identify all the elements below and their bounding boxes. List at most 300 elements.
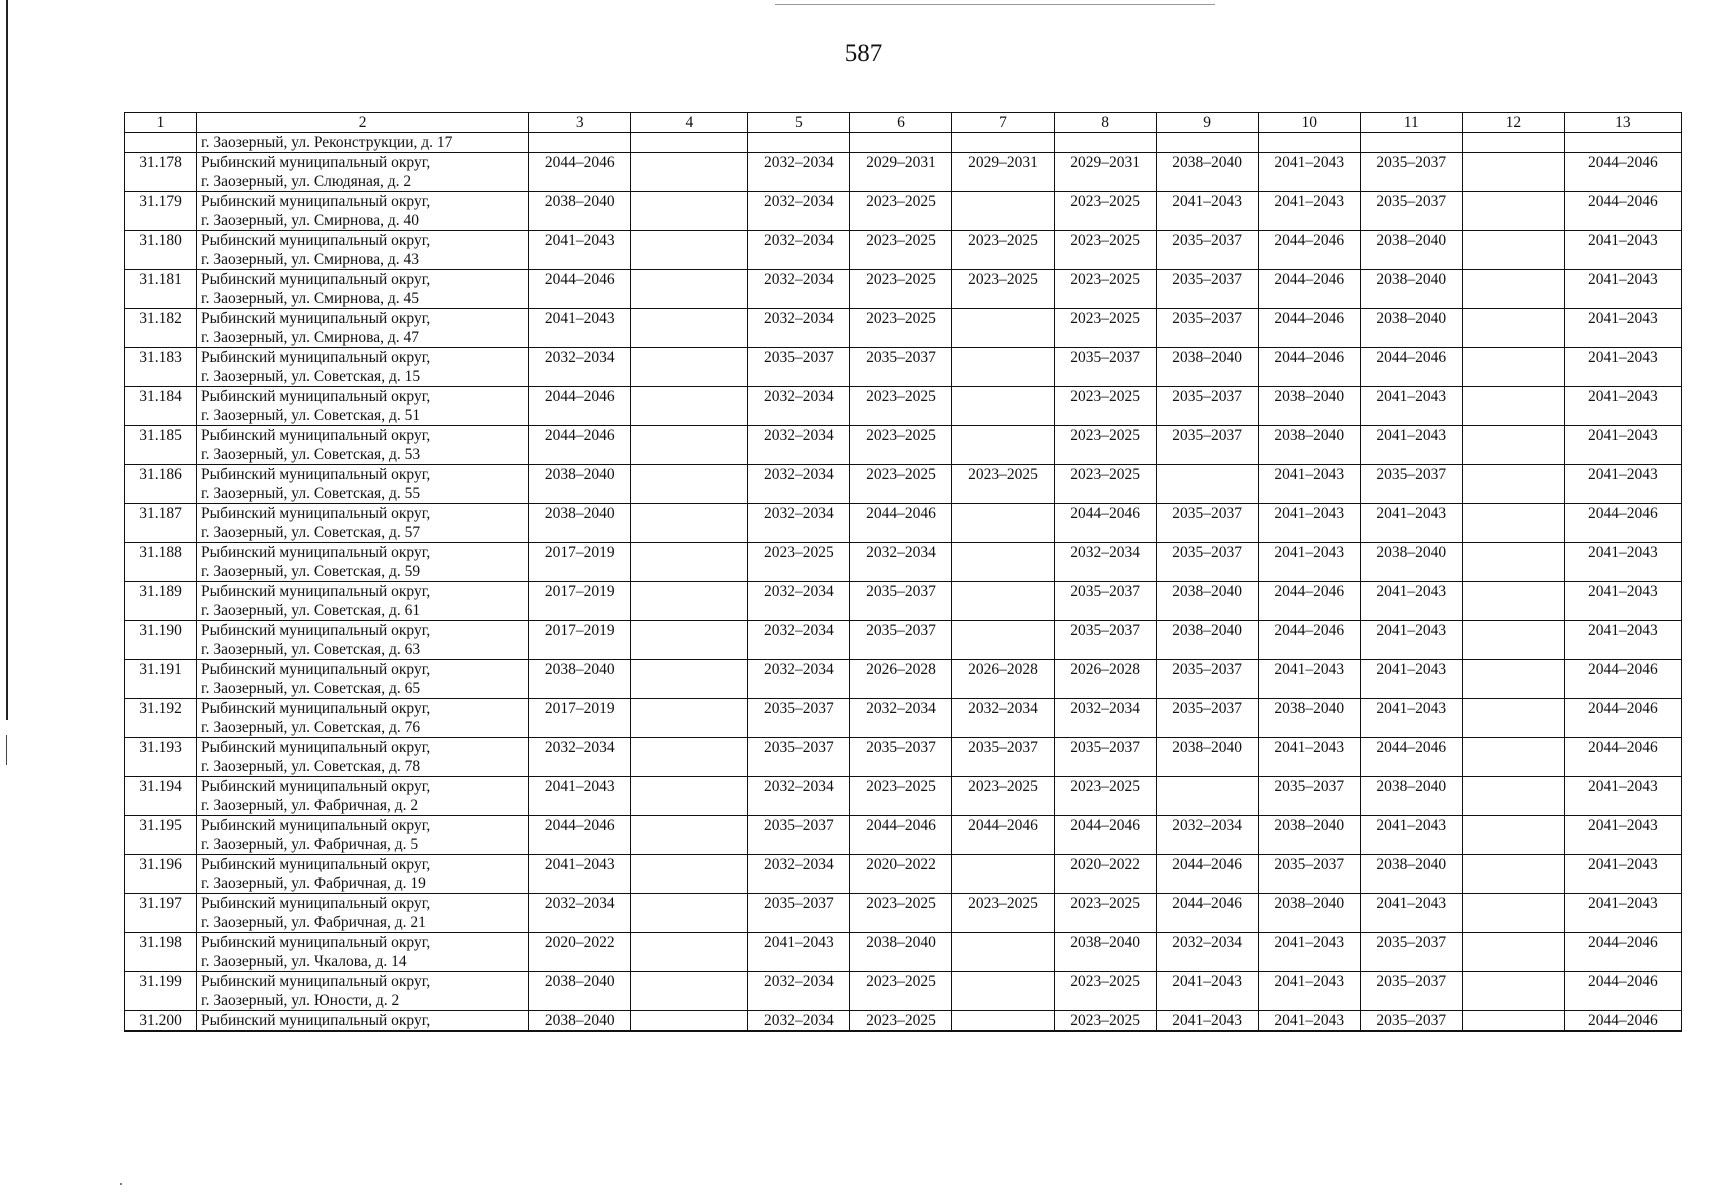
period-cell: 2023–2025 <box>1054 465 1156 504</box>
period-cell: 2032–2034 <box>748 972 850 1011</box>
period-cell: 2032–2034 <box>748 582 850 621</box>
period-cell <box>1462 153 1564 192</box>
address-line: Рыбинский муниципальный округ, <box>201 544 431 561</box>
period-cell: 2041–2043 <box>529 855 631 894</box>
period-cell: 2023–2025 <box>850 972 952 1011</box>
row-number-cell: 31.181 <box>125 270 197 309</box>
period-cell: 2023–2025 <box>1054 192 1156 231</box>
period-cell: 2041–2043 <box>1360 504 1462 543</box>
period-cell: 2038–2040 <box>529 972 631 1011</box>
table-row <box>125 582 1682 621</box>
period-cell: 2044–2046 <box>1360 738 1462 777</box>
column-header: 11 <box>1360 113 1462 133</box>
period-cell <box>952 933 1054 972</box>
period-cell: 2023–2025 <box>850 465 952 504</box>
table-row <box>125 699 1682 738</box>
period-cell: 2035–2037 <box>1156 387 1258 426</box>
address-line: г. Заозерный, ул. Советская, д. 15 <box>201 368 421 385</box>
period-cell: 2035–2037 <box>1054 621 1156 660</box>
period-cell <box>1462 621 1564 660</box>
table-row <box>125 153 1682 192</box>
address-line: г. Заозерный, ул. Советская, д. 76 <box>201 719 421 736</box>
period-cell: 2023–2025 <box>1054 309 1156 348</box>
period-cell: 2044–2046 <box>1564 504 1681 543</box>
period-cell: 2023–2025 <box>1054 777 1156 816</box>
scan-left-edge-line <box>6 0 8 720</box>
row-number-cell: 31.185 <box>125 426 197 465</box>
period-cell <box>1564 133 1681 153</box>
period-cell: 2041–2043 <box>529 231 631 270</box>
address-line: г. Заозерный, ул. Смирнова, д. 45 <box>201 290 419 307</box>
period-cell <box>1462 387 1564 426</box>
period-cell: 2023–2025 <box>850 894 952 933</box>
period-cell: 2032–2034 <box>748 777 850 816</box>
address-line: Рыбинский муниципальный округ, <box>201 427 431 444</box>
period-cell: 2044–2046 <box>1564 933 1681 972</box>
period-cell: 2023–2025 <box>1054 387 1156 426</box>
period-cell: 2038–2040 <box>529 1011 631 1032</box>
period-cell: 2017–2019 <box>529 621 631 660</box>
period-cell: 2041–2043 <box>1564 309 1681 348</box>
row-number-cell: 31.179 <box>125 192 197 231</box>
period-cell: 2035–2037 <box>1156 699 1258 738</box>
period-cell: 2035–2037 <box>748 816 850 855</box>
period-cell: 2041–2043 <box>1564 231 1681 270</box>
address-line: г. Заозерный, ул. Юности, д. 2 <box>201 992 400 1009</box>
table-row <box>125 972 1682 1011</box>
address-line: г. Заозерный, ул. Фабричная, д. 19 <box>201 875 426 892</box>
column-header: 6 <box>850 113 952 133</box>
period-cell: 2032–2034 <box>850 543 952 582</box>
period-cell: 2044–2046 <box>1564 192 1681 231</box>
period-cell: 2044–2046 <box>529 270 631 309</box>
period-cell: 2026–2028 <box>850 660 952 699</box>
period-cell <box>1462 309 1564 348</box>
period-cell <box>1462 270 1564 309</box>
address-cell <box>197 933 529 972</box>
period-cell: 2044–2046 <box>529 816 631 855</box>
period-cell: 2023–2025 <box>850 426 952 465</box>
address-line: Рыбинский муниципальный округ, <box>201 817 431 834</box>
table-row <box>125 738 1682 777</box>
period-cell <box>952 855 1054 894</box>
period-cell <box>631 133 748 153</box>
period-cell: 2035–2037 <box>748 738 850 777</box>
address-line: г. Заозерный, ул. Советская, д. 65 <box>201 680 421 697</box>
period-cell: 2041–2043 <box>1564 270 1681 309</box>
period-cell: 2041–2043 <box>1258 1011 1360 1032</box>
period-cell: 2041–2043 <box>1564 855 1681 894</box>
period-cell: 2041–2043 <box>1360 660 1462 699</box>
table-row <box>125 1011 1682 1032</box>
row-number-cell: 31.186 <box>125 465 197 504</box>
address-cell <box>197 348 529 387</box>
period-cell: 2023–2025 <box>1054 426 1156 465</box>
period-cell: 2023–2025 <box>1054 231 1156 270</box>
table-row <box>125 270 1682 309</box>
period-cell: 2044–2046 <box>952 816 1054 855</box>
period-cell: 2023–2025 <box>1054 270 1156 309</box>
period-cell: 2041–2043 <box>1564 348 1681 387</box>
address-line: Рыбинский муниципальный округ, <box>201 388 431 405</box>
address-line: г. Заозерный, ул. Чкалова, д. 14 <box>201 953 407 970</box>
period-cell: 2029–2031 <box>1054 153 1156 192</box>
address-line: Рыбинский муниципальный округ, <box>201 583 431 600</box>
period-cell <box>1360 133 1462 153</box>
period-cell: 2041–2043 <box>1258 660 1360 699</box>
period-cell: 2035–2037 <box>1360 192 1462 231</box>
period-cell: 2032–2034 <box>748 309 850 348</box>
table-row <box>125 894 1682 933</box>
address-line: Рыбинский муниципальный округ, <box>201 973 431 990</box>
row-number-cell: 31.188 <box>125 543 197 582</box>
address-line: г. Заозерный, ул. Советская, д. 51 <box>201 407 421 424</box>
period-cell: 2035–2037 <box>850 582 952 621</box>
period-cell: 2032–2034 <box>748 270 850 309</box>
row-number-cell: 31.194 <box>125 777 197 816</box>
period-cell: 2038–2040 <box>1258 699 1360 738</box>
period-cell <box>1156 465 1258 504</box>
period-cell <box>952 582 1054 621</box>
period-cell <box>1462 894 1564 933</box>
address-line: Рыбинский муниципальный округ, <box>201 505 431 522</box>
column-number-row <box>125 113 1682 133</box>
table-row <box>125 465 1682 504</box>
period-cell <box>952 309 1054 348</box>
period-cell <box>952 972 1054 1011</box>
period-cell: 2044–2046 <box>1360 348 1462 387</box>
column-header: 12 <box>1462 113 1564 133</box>
address-line: г. Заозерный, ул. Советская, д. 57 <box>201 524 421 541</box>
period-cell: 2044–2046 <box>1564 660 1681 699</box>
address-line: Рыбинский муниципальный округ, <box>201 349 431 366</box>
period-cell: 2044–2046 <box>529 387 631 426</box>
period-cell <box>1462 192 1564 231</box>
period-cell <box>1462 816 1564 855</box>
period-cell: 2044–2046 <box>1054 504 1156 543</box>
period-cell: 2032–2034 <box>748 504 850 543</box>
period-cell: 2041–2043 <box>1564 465 1681 504</box>
address-cell <box>197 231 529 270</box>
address-cell <box>197 465 529 504</box>
period-cell: 2023–2025 <box>952 270 1054 309</box>
period-cell: 2044–2046 <box>850 816 952 855</box>
address-line: Рыбинский муниципальный округ, <box>201 154 431 171</box>
address-line: Рыбинский муниципальный округ, <box>201 778 431 795</box>
address-line: Рыбинский муниципальный округ, <box>201 700 431 717</box>
period-cell: 2035–2037 <box>748 894 850 933</box>
period-cell: 2041–2043 <box>1564 621 1681 660</box>
period-cell: 2032–2034 <box>1156 933 1258 972</box>
period-cell <box>631 855 748 894</box>
period-cell: 2032–2034 <box>952 699 1054 738</box>
period-cell: 2044–2046 <box>529 153 631 192</box>
column-header: 13 <box>1564 113 1681 133</box>
table-row <box>125 816 1682 855</box>
period-cell: 2032–2034 <box>748 465 850 504</box>
period-cell: 2023–2025 <box>1054 972 1156 1011</box>
period-cell: 2017–2019 <box>529 699 631 738</box>
period-cell: 2038–2040 <box>1156 738 1258 777</box>
period-cell: 2035–2037 <box>850 348 952 387</box>
period-cell: 2044–2046 <box>1258 582 1360 621</box>
period-cell <box>952 426 1054 465</box>
period-cell: 2017–2019 <box>529 582 631 621</box>
period-cell: 2041–2043 <box>1564 426 1681 465</box>
address-line: Рыбинский муниципальный округ, <box>201 310 431 327</box>
period-cell <box>1156 133 1258 153</box>
period-cell <box>1462 777 1564 816</box>
period-cell: 2038–2040 <box>1156 582 1258 621</box>
period-cell: 2023–2025 <box>850 309 952 348</box>
period-cell <box>1462 543 1564 582</box>
period-cell: 2023–2025 <box>850 1011 952 1032</box>
period-cell <box>529 133 631 153</box>
period-cell: 2035–2037 <box>1054 582 1156 621</box>
period-cell: 2023–2025 <box>1054 1011 1156 1032</box>
period-cell <box>631 231 748 270</box>
period-cell: 2032–2034 <box>748 621 850 660</box>
address-cell <box>197 777 529 816</box>
address-line: Рыбинский муниципальный округ, <box>201 856 431 873</box>
period-cell: 2032–2034 <box>748 231 850 270</box>
table-row <box>125 426 1682 465</box>
period-cell: 2044–2046 <box>1258 348 1360 387</box>
period-cell: 2038–2040 <box>1360 777 1462 816</box>
row-number-cell <box>125 133 197 153</box>
period-cell: 2029–2031 <box>850 153 952 192</box>
period-cell: 2041–2043 <box>1258 192 1360 231</box>
period-cell: 2035–2037 <box>1054 348 1156 387</box>
period-cell: 2038–2040 <box>1156 348 1258 387</box>
address-line: г. Заозерный, ул. Советская, д. 55 <box>201 485 421 502</box>
period-cell: 2041–2043 <box>1564 816 1681 855</box>
address-line: г. Заозерный, ул. Реконструкции, д. 17 <box>201 134 453 151</box>
period-cell: 2023–2025 <box>952 777 1054 816</box>
row-number-cell: 31.196 <box>125 855 197 894</box>
period-cell <box>1462 426 1564 465</box>
column-header: 9 <box>1156 113 1258 133</box>
period-cell: 2038–2040 <box>529 465 631 504</box>
period-cell: 2032–2034 <box>748 855 850 894</box>
address-line: Рыбинский муниципальный округ, <box>201 232 431 249</box>
address-line: г. Заозерный, ул. Советская, д. 53 <box>201 446 421 463</box>
period-cell <box>631 543 748 582</box>
table-row <box>125 933 1682 972</box>
table-row <box>125 504 1682 543</box>
address-cell <box>197 270 529 309</box>
period-cell: 2032–2034 <box>748 1011 850 1032</box>
period-cell: 2038–2040 <box>1156 621 1258 660</box>
period-cell: 2038–2040 <box>1360 543 1462 582</box>
period-cell: 2023–2025 <box>952 465 1054 504</box>
address-line: г. Заозерный, ул. Фабричная, д. 5 <box>201 836 419 853</box>
period-cell <box>1462 504 1564 543</box>
row-number-cell: 31.198 <box>125 933 197 972</box>
period-cell: 2026–2028 <box>952 660 1054 699</box>
table-row <box>125 660 1682 699</box>
period-cell: 2038–2040 <box>1360 309 1462 348</box>
row-number-cell: 31.187 <box>125 504 197 543</box>
period-cell: 2035–2037 <box>1360 933 1462 972</box>
period-cell: 2038–2040 <box>529 192 631 231</box>
column-header: 7 <box>952 113 1054 133</box>
period-cell: 2038–2040 <box>1054 933 1156 972</box>
period-cell <box>1156 777 1258 816</box>
period-cell: 2044–2046 <box>1156 894 1258 933</box>
period-cell: 2032–2034 <box>529 348 631 387</box>
period-cell: 2032–2034 <box>1054 699 1156 738</box>
period-cell <box>1054 133 1156 153</box>
period-cell <box>1462 582 1564 621</box>
address-line: г. Заозерный, ул. Советская, д. 59 <box>201 563 421 580</box>
period-cell: 2029–2031 <box>952 153 1054 192</box>
period-cell: 2044–2046 <box>1564 699 1681 738</box>
address-line: Рыбинский муниципальный округ, <box>201 622 431 639</box>
period-cell <box>1462 933 1564 972</box>
period-cell <box>1462 133 1564 153</box>
address-cell <box>197 738 529 777</box>
period-cell: 2035–2037 <box>1258 855 1360 894</box>
period-cell <box>1462 465 1564 504</box>
period-cell: 2041–2043 <box>1564 387 1681 426</box>
table-row <box>125 387 1682 426</box>
address-line: г. Заозерный, ул. Советская, д. 61 <box>201 602 421 619</box>
period-cell: 2038–2040 <box>1258 816 1360 855</box>
table-row <box>125 192 1682 231</box>
address-line: г. Заозерный, ул. Фабричная, д. 21 <box>201 914 426 931</box>
page-number: 587 <box>844 40 883 67</box>
address-line: г. Заозерный, ул. Советская, д. 78 <box>201 758 421 775</box>
period-cell: 2038–2040 <box>529 660 631 699</box>
period-cell <box>631 582 748 621</box>
period-cell <box>952 504 1054 543</box>
address-line: Рыбинский муниципальный округ, <box>201 193 431 210</box>
column-header: 1 <box>125 113 197 133</box>
period-cell <box>1462 699 1564 738</box>
period-cell <box>952 192 1054 231</box>
period-cell <box>1462 855 1564 894</box>
address-cell <box>197 699 529 738</box>
period-cell: 2044–2046 <box>1258 231 1360 270</box>
period-cell: 2032–2034 <box>529 894 631 933</box>
period-cell: 2038–2040 <box>1258 426 1360 465</box>
period-cell <box>631 621 748 660</box>
period-cell: 2041–2043 <box>1360 387 1462 426</box>
period-cell: 2041–2043 <box>1258 738 1360 777</box>
address-cell <box>197 192 529 231</box>
period-cell <box>952 387 1054 426</box>
period-cell: 2023–2025 <box>748 543 850 582</box>
period-cell: 2035–2037 <box>748 699 850 738</box>
address-line: г. Заозерный, ул. Советская, д. 63 <box>201 641 421 658</box>
period-cell: 2041–2043 <box>1564 543 1681 582</box>
period-cell: 2035–2037 <box>1054 738 1156 777</box>
period-cell: 2038–2040 <box>1360 855 1462 894</box>
address-cell <box>197 621 529 660</box>
table-row <box>125 543 1682 582</box>
address-cell <box>197 153 529 192</box>
period-cell: 2041–2043 <box>1564 777 1681 816</box>
column-header: 5 <box>748 113 850 133</box>
address-cell <box>197 582 529 621</box>
period-cell: 2035–2037 <box>1156 660 1258 699</box>
period-cell: 2044–2046 <box>850 504 952 543</box>
address-cell <box>197 972 529 1011</box>
address-cell <box>197 1011 529 1032</box>
table-row <box>125 855 1682 894</box>
period-cell <box>631 660 748 699</box>
period-cell <box>631 387 748 426</box>
period-cell: 2038–2040 <box>1360 231 1462 270</box>
column-header: 3 <box>529 113 631 133</box>
period-cell <box>631 933 748 972</box>
period-cell: 2020–2022 <box>529 933 631 972</box>
period-cell: 2035–2037 <box>1156 270 1258 309</box>
period-cell: 2020–2022 <box>850 855 952 894</box>
period-cell <box>952 348 1054 387</box>
period-cell: 2044–2046 <box>1564 738 1681 777</box>
period-cell <box>952 1011 1054 1032</box>
period-cell: 2017–2019 <box>529 543 631 582</box>
period-cell: 2041–2043 <box>1360 426 1462 465</box>
row-number-cell: 31.178 <box>125 153 197 192</box>
column-header: 4 <box>631 113 748 133</box>
period-cell <box>1258 133 1360 153</box>
row-number-cell: 31.189 <box>125 582 197 621</box>
period-cell: 2041–2043 <box>1258 933 1360 972</box>
period-cell: 2041–2043 <box>1258 504 1360 543</box>
period-cell: 2044–2046 <box>1258 621 1360 660</box>
row-number-cell: 31.200 <box>125 1011 197 1032</box>
address-line: г. Заозерный, ул. Смирнова, д. 43 <box>201 251 419 268</box>
address-line: г. Заозерный, ул. Смирнова, д. 40 <box>201 212 419 229</box>
period-cell: 2023–2025 <box>850 231 952 270</box>
period-cell: 2035–2037 <box>748 348 850 387</box>
period-cell: 2044–2046 <box>1564 153 1681 192</box>
address-cell <box>197 426 529 465</box>
period-cell: 2035–2037 <box>850 738 952 777</box>
period-cell: 2041–2043 <box>1156 972 1258 1011</box>
period-cell: 2041–2043 <box>1156 1011 1258 1032</box>
period-cell <box>1462 972 1564 1011</box>
address-cell <box>197 504 529 543</box>
period-cell: 2035–2037 <box>1258 777 1360 816</box>
address-line: Рыбинский муниципальный округ, <box>201 1012 431 1029</box>
period-cell: 2044–2046 <box>1258 270 1360 309</box>
period-cell: 2038–2040 <box>1258 387 1360 426</box>
period-cell <box>748 133 850 153</box>
period-cell: 2044–2046 <box>529 426 631 465</box>
period-cell: 2035–2037 <box>1360 153 1462 192</box>
period-cell: 2035–2037 <box>1156 543 1258 582</box>
period-cell: 2035–2037 <box>952 738 1054 777</box>
period-cell <box>631 348 748 387</box>
period-cell <box>952 621 1054 660</box>
period-cell: 2044–2046 <box>1156 855 1258 894</box>
period-cell <box>952 133 1054 153</box>
period-cell: 2035–2037 <box>1156 309 1258 348</box>
period-cell: 2041–2043 <box>1360 816 1462 855</box>
period-cell <box>850 133 952 153</box>
period-cell: 2041–2043 <box>529 309 631 348</box>
period-cell: 2041–2043 <box>1258 465 1360 504</box>
period-cell: 2041–2043 <box>1258 543 1360 582</box>
period-cell: 2023–2025 <box>952 894 1054 933</box>
period-cell: 2041–2043 <box>1360 582 1462 621</box>
period-cell: 2038–2040 <box>1258 894 1360 933</box>
row-number-cell: 31.190 <box>125 621 197 660</box>
